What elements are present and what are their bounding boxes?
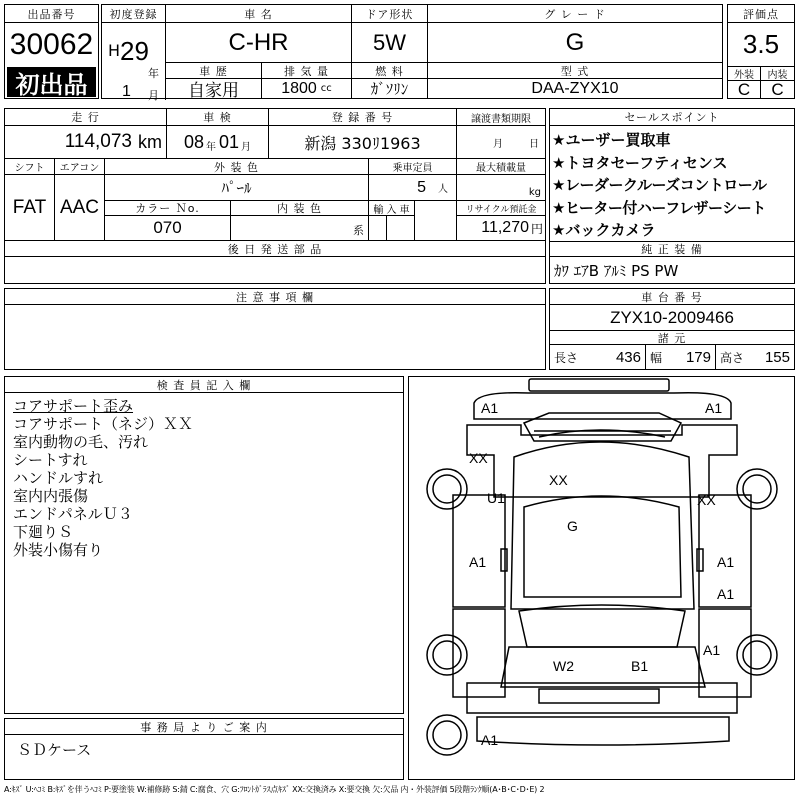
car-diagram-box [408, 376, 795, 780]
car-diagram [409, 377, 794, 779]
height: 155 [764, 348, 790, 366]
diagram-mark: XX [469, 450, 488, 466]
inspector-line: 外装小傷有り [13, 541, 104, 559]
later-parts-label: 後 日 発 送 部 品 [5, 241, 545, 257]
month: 1 [122, 83, 131, 100]
import-spacer [415, 201, 457, 216]
era: H [108, 41, 121, 60]
plate-label: 登 録 番 号 [269, 109, 457, 126]
front-bumper-shape [529, 379, 669, 391]
legend: A:ｷｽﾞ U:ﾍｺﾐ B:ｷｽﾞを伴うﾍｺﾐ P:要塗装 W:補修跡 S:錆 C:腐食、穴 G:ﾌﾛﾝﾄｶﾞﾗｽ点ｷｽﾞ XX:交換済み X:要交換 欠:欠品 内・外装評価 5段階ﾗﾝｸ順(A･B･C･D･E) 2 [4, 785, 545, 794]
roof-outline [511, 442, 694, 609]
car-name-label: 車 名 [166, 5, 352, 23]
mileage-unit: km [138, 131, 162, 152]
rear-end-panel [477, 717, 729, 745]
diagram-mark: A1 [481, 400, 499, 416]
inspection-month-unit: 月 [241, 141, 252, 153]
door-label: ドア形状 [352, 5, 428, 23]
model-code-label: 型 式 [428, 63, 722, 79]
fuel: ｶﾞｿﾘﾝ [352, 79, 428, 98]
car-name: C-HR [166, 23, 352, 63]
diagram-mark: U1 [487, 490, 505, 506]
history-label: 車 歴 [166, 63, 262, 79]
import-label: 輸 入 車 [369, 201, 415, 216]
recycle: 11,270 [481, 219, 529, 236]
rear-plate [539, 689, 659, 703]
lot-number: 30062 [9, 28, 94, 61]
ac-label: エアコン [55, 159, 105, 175]
front-body-outline [467, 425, 737, 497]
inspector-line: コアサポート（ネジ）ＸＸ [13, 415, 194, 433]
exterior-grade: C [728, 81, 761, 98]
inspector-line: 室内内張傷 [13, 487, 89, 505]
capacity: 5 [417, 178, 426, 196]
sales-point-item: ★ヒーター付ハーフレザーシート [552, 198, 766, 217]
dims-label: 諸 元 [550, 331, 794, 345]
transfer-month-unit: 月 [493, 138, 503, 150]
chassis-label: 車 台 番 号 [550, 289, 794, 305]
rear-glass [519, 605, 685, 647]
inspector-line: 下廻りＳ [13, 523, 74, 541]
interior-grade: C [771, 81, 784, 98]
trunk-outline [501, 647, 705, 687]
inspection-label: 車 検 [167, 109, 269, 126]
int-color-label: 内 装 色 [231, 201, 369, 216]
sales-point-item: ★ユーザー買取車 [552, 131, 671, 149]
office-text: ＳＤケース [17, 741, 92, 759]
displacement-label: 排 気 量 [262, 63, 352, 79]
equipment-label: 純 正 装 備 [550, 241, 794, 257]
length: 436 [615, 348, 641, 366]
diagram-mark: XX [697, 492, 716, 508]
capacity-unit: 人 [438, 184, 448, 195]
transfer-label: 譲渡書類期限 [457, 109, 545, 126]
inspector-lines [13, 397, 193, 559]
diagram-mark: A1 [705, 400, 723, 416]
max-load-cell [457, 175, 545, 201]
inspector-label: 検 査 員 記 入 欄 [5, 377, 403, 393]
notes-label: 注 意 事 項 欄 [5, 289, 545, 305]
shift: FAT [5, 175, 55, 241]
header-grid [101, 4, 723, 102]
inspector-line: エンドパネルＵ３ [13, 505, 133, 523]
fuel-label: 燃 料 [352, 63, 428, 79]
diagram-mark: XX [549, 472, 568, 488]
displacement-unit: cc [320, 83, 332, 94]
model-code: DAA-ZYX10 [531, 79, 619, 97]
inspector-box [4, 376, 404, 714]
grade-label: グ レ ー ド [428, 5, 722, 23]
inspection-year-unit: 年 [206, 141, 216, 153]
chassis-box [549, 288, 795, 370]
chassis-number: ZYX10-2009466 [550, 305, 794, 331]
transfer-day-unit: 日 [529, 138, 539, 150]
recycle-label: リサイクル預託金 [457, 201, 545, 216]
grade: G [428, 23, 722, 63]
history: 自家用 [166, 79, 262, 98]
length-cell [550, 345, 646, 369]
inspection-month: 01 [219, 131, 240, 152]
capacity-label: 乗車定員 [369, 159, 457, 175]
recycle-unit: 円 [530, 221, 543, 236]
door: 5W [352, 23, 428, 63]
diagram-mark: A1 [469, 554, 487, 570]
diagram-mark: A1 [481, 732, 499, 748]
max-load-unit: kg [528, 187, 541, 198]
sales-point-item: ★バックカメラ [552, 221, 656, 239]
diagram-mark: A1 [717, 554, 735, 570]
color-no-label: カラー Ｎo. [105, 201, 231, 216]
max-load-label: 最大積載量 [457, 159, 545, 175]
import-value-a [369, 216, 387, 241]
year-unit: 年 [148, 67, 159, 80]
roof-inner [524, 496, 681, 597]
color-no: 070 [105, 216, 231, 241]
ac: AAC [55, 175, 105, 241]
year: 29 [120, 36, 149, 66]
diagram-mark: A1 [717, 586, 735, 602]
diagram-mark: W2 [553, 658, 574, 674]
office-box [4, 718, 404, 780]
inspector-line: シートすれ [13, 451, 88, 469]
grille-outline [524, 413, 681, 441]
lot-label: 出品番号 [5, 5, 98, 23]
reg-label: 初度登録 [102, 5, 166, 23]
recycle-cell [457, 216, 545, 241]
height-label: 高さ [720, 350, 745, 365]
mileage-label: 走 行 [5, 109, 167, 126]
shift-label: シフト [5, 159, 55, 175]
notes-box [4, 288, 546, 370]
inspector-line: コアサポート歪み [13, 397, 134, 415]
diagram-mark: G [567, 518, 578, 534]
lot-number-box [4, 4, 99, 99]
inspection-year: 08 [183, 131, 204, 152]
sales-points-list [552, 129, 766, 242]
inspection-cell [167, 126, 269, 159]
sales-point-item: ★レーダークルーズコントロール [552, 176, 767, 194]
mileage: 114,073 [64, 131, 132, 152]
score-box [727, 4, 795, 99]
office-label: 事 務 局 よ り ご 案 内 [5, 719, 403, 735]
plate: 新潟 330ﾘ1963 [269, 126, 457, 159]
score-label: 評価点 [728, 5, 794, 23]
equipment: ｶﾜ ｴｱB ｱﾙﾐ PS PW [554, 262, 679, 280]
int-color-unit: 系 [353, 224, 364, 237]
first-listing-badge: 初出品 [7, 67, 96, 97]
width-cell [646, 345, 716, 369]
displacement-cell [262, 79, 352, 98]
displacement: 1800 [281, 79, 317, 97]
ext-color: ﾊﾟｰﾙ [105, 175, 369, 201]
month-unit: 月 [148, 89, 159, 102]
height-cell [716, 345, 794, 369]
inspector-line: 室内動物の毛、汚れ [13, 433, 149, 451]
inspector-line: ハンドルすれ [13, 469, 104, 487]
import-value-c [415, 216, 457, 241]
specs-grid [4, 108, 546, 284]
ext-color-label: 外 装 色 [105, 159, 369, 175]
width-label: 幅 [650, 350, 663, 365]
front-bumper-outline [474, 393, 731, 419]
width: 179 [685, 348, 711, 366]
sales-points-label: セールスポイント [550, 109, 794, 126]
sales-points-box [549, 108, 795, 284]
int-color-cell [231, 216, 369, 241]
import-value-b [387, 216, 415, 241]
interior-label: 内装 [761, 67, 794, 81]
exterior-label: 外装 [728, 67, 761, 81]
mileage-cell [5, 126, 167, 159]
sales-point-item: ★トヨタセーフティセンス [552, 153, 728, 172]
diagram-mark: B1 [631, 658, 649, 674]
score: 3.5 [728, 23, 794, 67]
capacity-cell [369, 175, 457, 201]
front-left-door [453, 495, 505, 607]
transfer-cell [457, 126, 545, 159]
length-label: 長さ [554, 350, 579, 365]
diagram-mark: A1 [703, 642, 721, 658]
